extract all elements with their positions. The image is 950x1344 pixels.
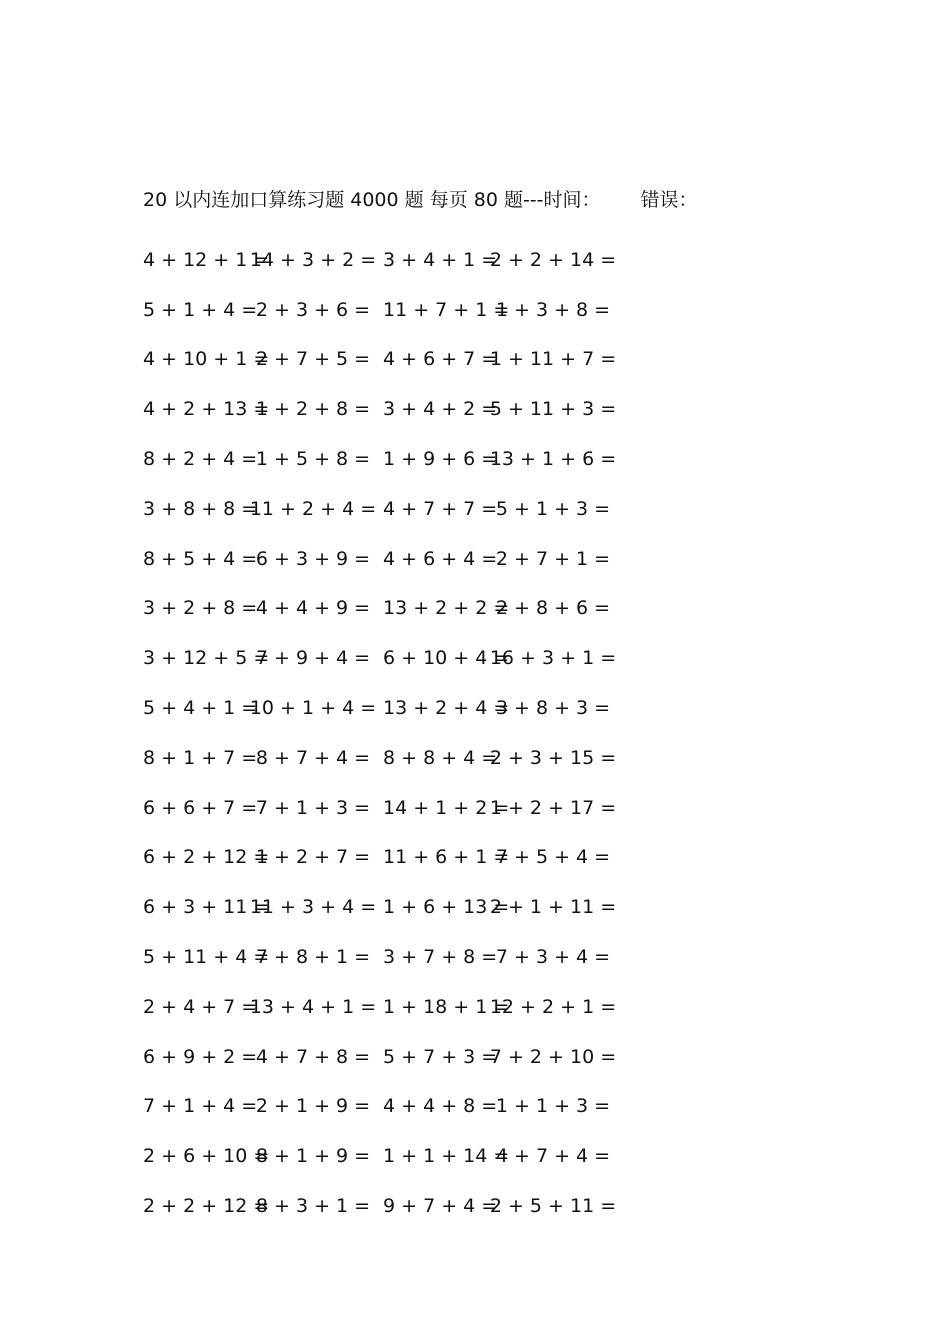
problem-item: 4 + 7 + 8 =	[255, 1045, 371, 1068]
problem-item: 2 + 6 + 10 =	[143, 1145, 270, 1168]
worksheet-header	[143, 186, 698, 214]
problem-row	[143, 285, 663, 335]
problem-item: 14 + 1 + 2 =	[383, 796, 510, 819]
problem-item: 2 + 8 + 6 =	[495, 597, 611, 620]
problem-item: 3 + 8 + 3 =	[495, 697, 611, 720]
problem-item: 12 + 2 + 1 =	[489, 995, 617, 1018]
error-label: 错误：	[640, 189, 698, 211]
problem-item: 5 + 11 + 3 =	[489, 398, 617, 421]
problem-item: 4 + 4 + 8 =	[383, 1095, 498, 1118]
problem-item: 2 + 7 + 5 =	[255, 348, 371, 371]
problem-item: 4 + 7 + 4 =	[495, 1145, 611, 1168]
problem-item: 8 + 1 + 9 =	[255, 1145, 371, 1168]
problem-item: 4 + 10 + 1 =	[143, 348, 270, 371]
problem-item: 2 + 3 + 15 =	[489, 746, 617, 769]
problem-item: 11 + 6 + 1 =	[383, 846, 510, 869]
problem-item: 8 + 8 + 4 =	[383, 746, 498, 769]
problem-item: 2 + 2 + 14 =	[489, 248, 617, 271]
problem-item: 13 + 2 + 4 =	[383, 697, 510, 720]
problem-item: 7 + 2 + 10 =	[489, 1045, 617, 1068]
problem-item: 1 + 18 + 1 =	[383, 995, 510, 1018]
problem-row	[143, 1181, 663, 1231]
problem-item: 9 + 7 + 4 =	[383, 1195, 498, 1218]
problem-grid	[143, 235, 663, 1231]
problem-item: 3 + 7 + 8 =	[383, 946, 498, 969]
problem-row	[143, 982, 663, 1032]
problem-item: 11 + 7 + 1 =	[383, 298, 510, 321]
problem-item: 4 + 6 + 4 =	[383, 547, 498, 570]
problem-item: 5 + 1 + 4 =	[143, 298, 258, 321]
problem-item: 8 + 2 + 4 =	[143, 448, 258, 471]
problem-item: 14 + 3 + 2 =	[249, 248, 377, 271]
problem-item: 1 + 2 + 7 =	[255, 846, 371, 869]
problem-item: 3 + 12 + 5 =	[143, 647, 270, 670]
problem-item: 1 + 2 + 8 =	[255, 398, 371, 421]
problem-item: 7 + 5 + 4 =	[495, 846, 611, 869]
problem-item: 1 + 2 + 17 =	[489, 796, 617, 819]
problem-row	[143, 783, 663, 833]
problem-item: 6 + 6 + 7 =	[143, 796, 258, 819]
problem-item: 11 + 2 + 4 =	[249, 497, 377, 520]
problem-item: 1 + 3 + 8 =	[495, 298, 611, 321]
problem-item: 2 + 1 + 9 =	[255, 1095, 371, 1118]
problem-item: 1 + 6 + 13 =	[383, 896, 510, 919]
problem-item: 5 + 4 + 1 =	[143, 697, 258, 720]
problem-item: 5 + 7 + 3 =	[383, 1045, 498, 1068]
problem-item: 2 + 3 + 6 =	[255, 298, 371, 321]
problem-item: 8 + 3 + 1 =	[255, 1195, 371, 1218]
problem-row	[143, 882, 663, 932]
problem-item: 8 + 5 + 4 =	[143, 547, 258, 570]
problem-row	[143, 384, 663, 434]
problem-item: 4 + 12 + 1 =	[143, 248, 270, 271]
problem-item: 3 + 2 + 8 =	[143, 597, 258, 620]
problem-row	[143, 1032, 663, 1082]
time-label: 时间：	[543, 189, 601, 211]
problem-item: 6 + 3 + 11 =	[143, 896, 270, 919]
problem-item: 6 + 9 + 2 =	[143, 1045, 258, 1068]
problem-row	[143, 235, 663, 285]
problem-row	[143, 1131, 663, 1181]
problem-item: 7 + 3 + 4 =	[495, 946, 611, 969]
problem-item: 6 + 10 + 4 =	[383, 647, 510, 670]
problem-item: 6 + 2 + 12 =	[143, 846, 270, 869]
problem-item: 1 + 11 + 7 =	[489, 348, 617, 371]
problem-item: 5 + 1 + 3 =	[495, 497, 611, 520]
problem-item: 13 + 4 + 1 =	[249, 995, 377, 1018]
problem-item: 2 + 5 + 11 =	[489, 1195, 617, 1218]
problem-row	[143, 484, 663, 534]
problem-item: 3 + 4 + 1 =	[383, 248, 498, 271]
problem-item: 11 + 3 + 4 =	[249, 896, 377, 919]
problem-row	[143, 833, 663, 883]
problem-item: 2 + 7 + 1 =	[495, 547, 611, 570]
problem-item: 10 + 1 + 4 =	[249, 697, 377, 720]
problem-row	[143, 335, 663, 385]
problem-item: 7 + 1 + 4 =	[143, 1095, 258, 1118]
problem-item: 7 + 1 + 3 =	[255, 796, 371, 819]
problem-row	[143, 534, 663, 584]
problem-row	[143, 1082, 663, 1132]
problem-item: 7 + 8 + 1 =	[255, 946, 371, 969]
problem-item: 4 + 7 + 7 =	[383, 497, 498, 520]
problem-row	[143, 733, 663, 783]
worksheet-title: 20 以内连加口算练习题 4000 题 每页 80 题---	[143, 189, 544, 211]
problem-item: 16 + 3 + 1 =	[489, 647, 617, 670]
problem-item: 4 + 6 + 7 =	[383, 348, 498, 371]
problem-item: 1 + 1 + 14 =	[383, 1145, 510, 1168]
problem-item: 2 + 2 + 12 =	[143, 1195, 270, 1218]
problem-row	[143, 434, 663, 484]
problem-item: 6 + 3 + 9 =	[255, 547, 371, 570]
problem-item: 8 + 7 + 4 =	[255, 746, 371, 769]
problem-row	[143, 683, 663, 733]
problem-item: 13 + 2 + 2 =	[383, 597, 510, 620]
problem-item: 13 + 1 + 6 =	[489, 448, 617, 471]
problem-item: 3 + 4 + 2 =	[383, 398, 498, 421]
problem-item: 7 + 9 + 4 =	[255, 647, 371, 670]
problem-item: 1 + 1 + 3 =	[495, 1095, 611, 1118]
problem-item: 2 + 4 + 7 =	[143, 995, 258, 1018]
problem-row	[143, 932, 663, 982]
problem-item: 1 + 9 + 6 =	[383, 448, 498, 471]
problem-item: 1 + 5 + 8 =	[255, 448, 371, 471]
problem-row	[143, 633, 663, 683]
problem-item: 5 + 11 + 4 =	[143, 946, 270, 969]
problem-item: 4 + 4 + 9 =	[255, 597, 371, 620]
problem-item: 2 + 1 + 11 =	[489, 896, 617, 919]
problem-item: 3 + 8 + 8 =	[143, 497, 258, 520]
problem-item: 8 + 1 + 7 =	[143, 746, 258, 769]
problem-item: 4 + 2 + 13 =	[143, 398, 270, 421]
problem-row	[143, 584, 663, 634]
